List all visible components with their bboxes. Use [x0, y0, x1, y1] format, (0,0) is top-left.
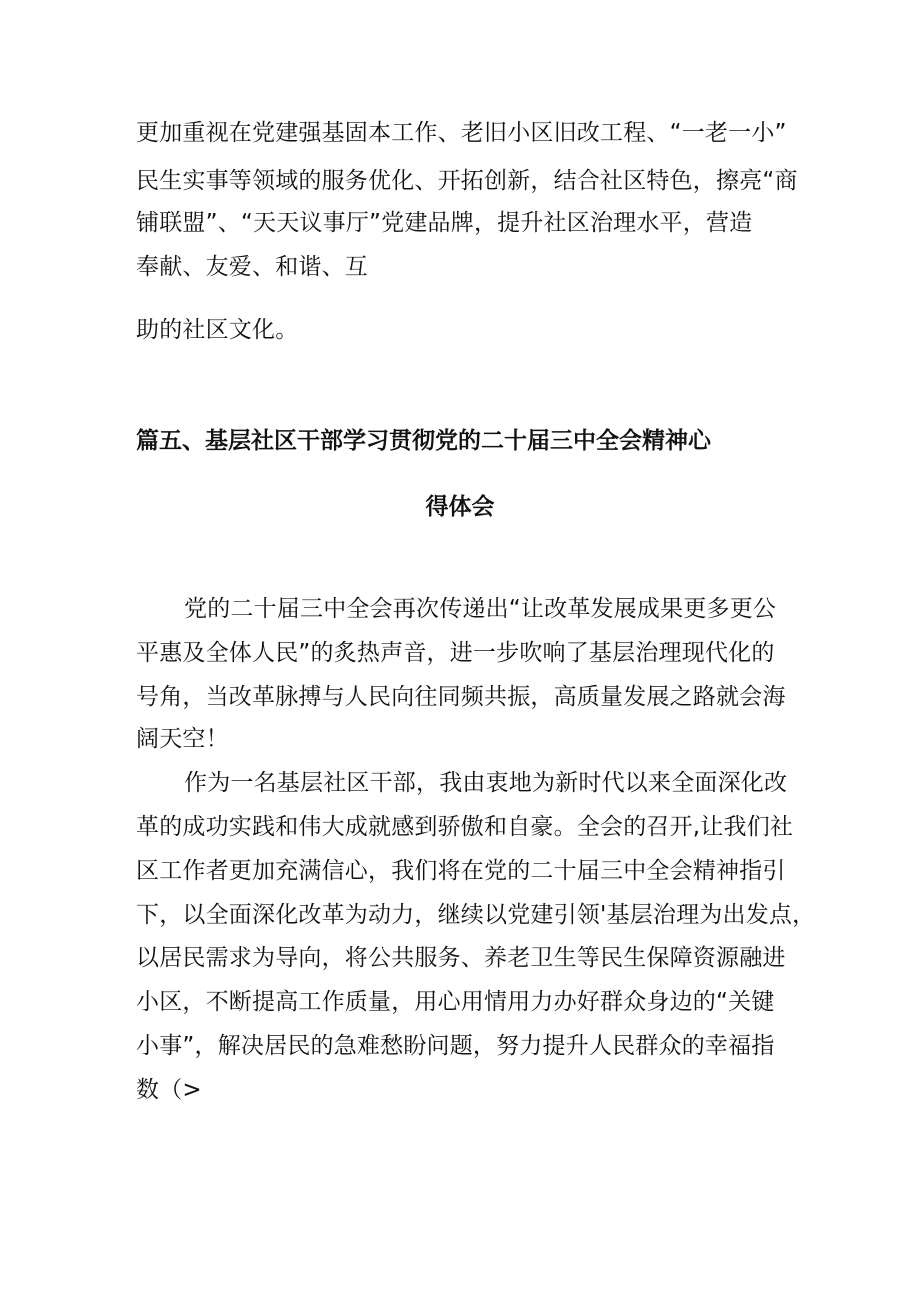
body-text-line: 小区，不断提高工作质量，用心用情用力办好群众身边的“关键 — [136, 989, 775, 1015]
section-heading: 篇五、基层社区干部学习贯彻党的二十届三中全会精神心 — [136, 428, 711, 454]
body-text-line: 下，以全面深化改革为动力，继续以党建引领'基层治理为出发点， — [136, 902, 816, 928]
body-text-line: 党的二十届三中全会再次传递出“让改革发展成果更多更公 — [184, 596, 777, 622]
body-text-line: 铺联盟”、“天天议事厅”党建品牌，提升社区治理水平，营造 — [136, 210, 753, 236]
section-heading-continuation: 得体会 — [425, 494, 495, 520]
body-text-line: 更加重视在党建强基固本工作、老旧小区旧改工程、“一老一小” — [136, 120, 787, 146]
body-text-line: 号角，当改革脉搏与人民向往同频共振，高质量发展之路就会海 — [136, 684, 786, 710]
body-text-line: 奉献、友爱、和谐、互 — [136, 254, 368, 280]
body-text-line: 民生实事等领域的服务优化、开拓创新，结合社区特色，擦亮“商 — [136, 168, 798, 194]
body-text-line: 助的社区文化。 — [136, 317, 299, 343]
body-text-line: 数（> — [136, 1077, 202, 1103]
body-text-line: 以居民需求为导向，将公共服务、养老卫生等民生保障资源融进 — [136, 945, 786, 971]
body-text-line: 革的成功实践和伟大成就感到骄傲和自豪。全会的召开,让我们社 — [136, 814, 794, 840]
body-text-line: 平惠及全体人民”的炙热声音，进一步吹响了基层治理现代化的 — [136, 640, 775, 666]
body-text-line: 区工作者更加充满信心，我们将在党的二十届三中全会精神指引 — [136, 858, 786, 884]
body-text-line: 阔天空！ — [136, 726, 229, 752]
body-text-line: 小事”，解决居民的急难愁盼问题，努力提升人民群众的幸福指 — [136, 1033, 775, 1059]
body-text-line: 作为一名基层社区干部，我由衷地为新时代以来全面深化改 — [184, 770, 788, 796]
